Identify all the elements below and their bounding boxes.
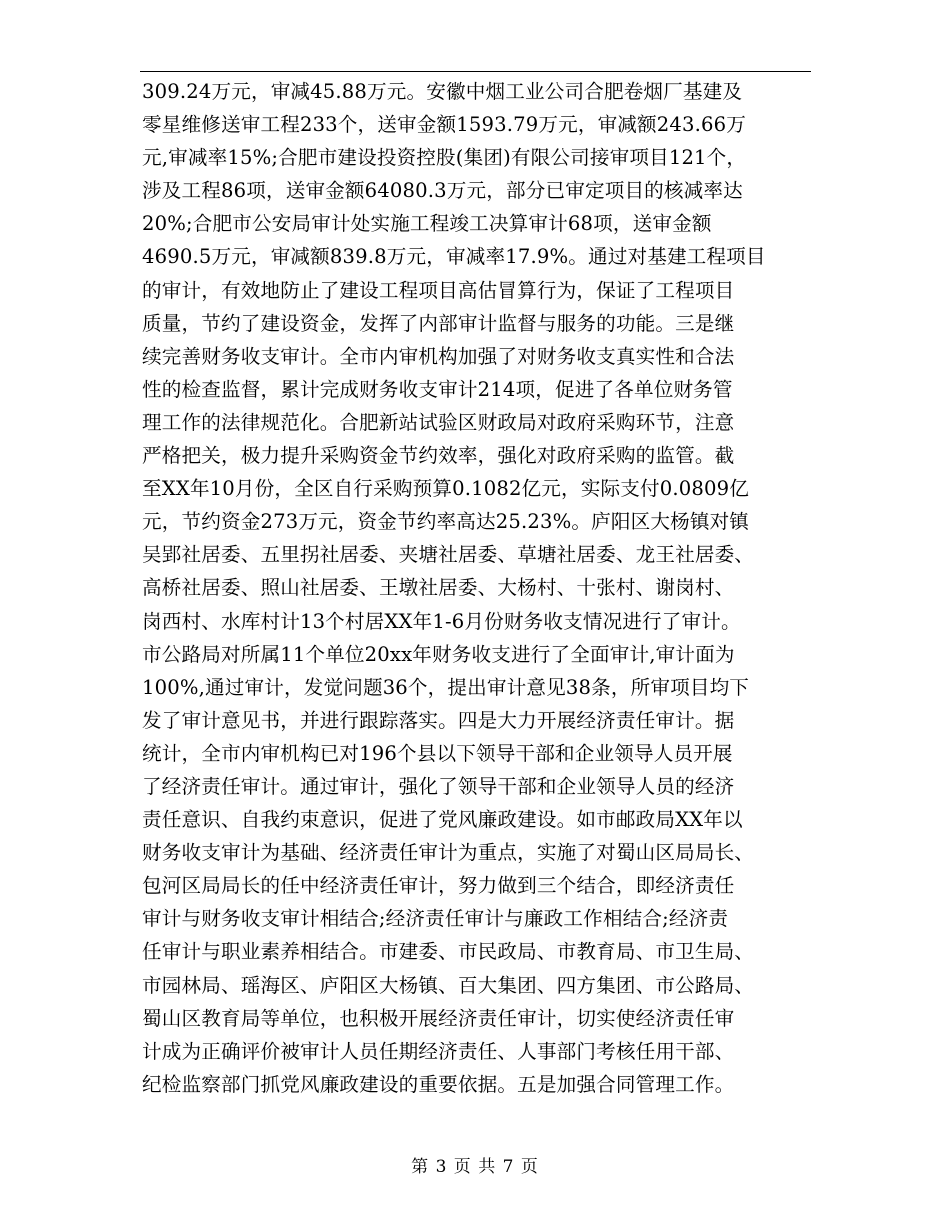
body-line: 的审计，有效地防止了建设工程项目高估冒算行为，保证了工程项目 — [142, 278, 735, 302]
body-line: 20%;合肥市公安局审计处实施工程竣工决算审计68项，送审金额 — [142, 212, 712, 236]
body-line: 了经济责任审计。通过审计，强化了领导干部和企业领导人员的经济 — [142, 774, 735, 798]
body-line: 任审计与职业素养相结合。市建委、市民政局、市教育局、市卫生局、 — [142, 940, 755, 964]
body-line: 包河区局局长的任中经济责任审计，努力做到三个结合，即经济责任 — [142, 874, 735, 898]
body-line: 元，节约资金273万元，资金节约率高达25.23%。庐阳区大杨镇对镇 — [142, 510, 750, 534]
body-line: 性的检查监督，累计完成财务收支审计214项，促进了各单位财务管 — [142, 377, 733, 401]
body-line: 财务收支审计为基础、经济责任审计为重点，实施了对蜀山区局局长、 — [142, 841, 755, 865]
body-line: 蜀山区教育局等单位，也积极开展经济责任审计，切实使经济责任审 — [142, 1006, 735, 1030]
body-line: 理工作的法律规范化。合肥新站试验区财政局对政府采购环节，注意 — [142, 410, 735, 434]
body-line: 责任意识、自我约束意识，促进了党风廉政建设。如市邮政局XX年以 — [142, 808, 743, 832]
body-line: 309.24万元，审减45.88万元。安徽中烟工业公司合肥卷烟厂基建及 — [142, 80, 743, 103]
body-line: 统计，全市内审机构已对196个县以下领导干部和企业领导人员开展 — [142, 741, 733, 765]
body-line: 发了审计意见书，并进行跟踪落实。四是大力开展经济责任审计。据 — [142, 708, 735, 732]
body-line: 续完善财务收支审计。全市内审机构加强了对财务收支真实性和合法 — [142, 344, 735, 368]
header-rule — [140, 71, 811, 72]
body-line: 纪检监察部门抓党风廉政建设的重要依据。五是加强合同管理工作。 — [142, 1072, 735, 1096]
page-number-footer: 第 3 页 共 7 页 — [411, 1157, 539, 1177]
body-line: 质量，节约了建设资金，发挥了内部审计监督与服务的功能。三是继 — [142, 311, 735, 335]
body-line: 至XX年10月份，全区自行采购预算0.1082亿元，实际支付0.0809亿 — [142, 477, 749, 501]
body-line: 吴郢社居委、五里拐社居委、夹塘社居委、草塘社居委、龙王社居委、 — [142, 543, 755, 567]
body-line: 涉及工程86项，送审金额64080.3万元，部分已审定项目的核减率达 — [142, 179, 743, 203]
body-line: 严格把关，极力提升采购资金节约效率，强化对政府采购的监管。截 — [142, 444, 735, 468]
body-line: 计成为正确评价被审计人员任期经济责任、人事部门考核任用干部、 — [142, 1039, 735, 1063]
body-line: 审计与财务收支审计相结合;经济责任审计与廉政工作相结合;经济责 — [142, 907, 729, 931]
body-line: 零星维修送审工程233个，送审金额1593.79万元，审减额243.66万 — [142, 113, 747, 137]
document-body — [142, 75, 822, 1101]
body-line: 高桥社居委、照山社居委、王墩社居委、大杨村、十张村、谢岗村、 — [142, 576, 735, 600]
body-line: 市公路局对所属11个单位20xx年财务收支进行了全面审计,审计面为 — [142, 642, 735, 666]
body-line: 4690.5万元，审减额839.8万元，审减率17.9%。通过对基建工程项目 — [142, 245, 766, 269]
body-line: 市园林局、瑶海区、庐阳区大杨镇、百大集团、四方集团、市公路局、 — [142, 973, 755, 997]
body-line: 岗西村、水库村计13个村居XX年1-6月份财务收支情况进行了审计。 — [142, 609, 741, 633]
body-line: 元,审减率15%;合肥市建设投资控股(集团)有限公司接审项目121个， — [142, 146, 747, 170]
body-line: 100%,通过审计，发觉问题36个，提出审计意见38条，所审项目均下 — [142, 675, 750, 699]
